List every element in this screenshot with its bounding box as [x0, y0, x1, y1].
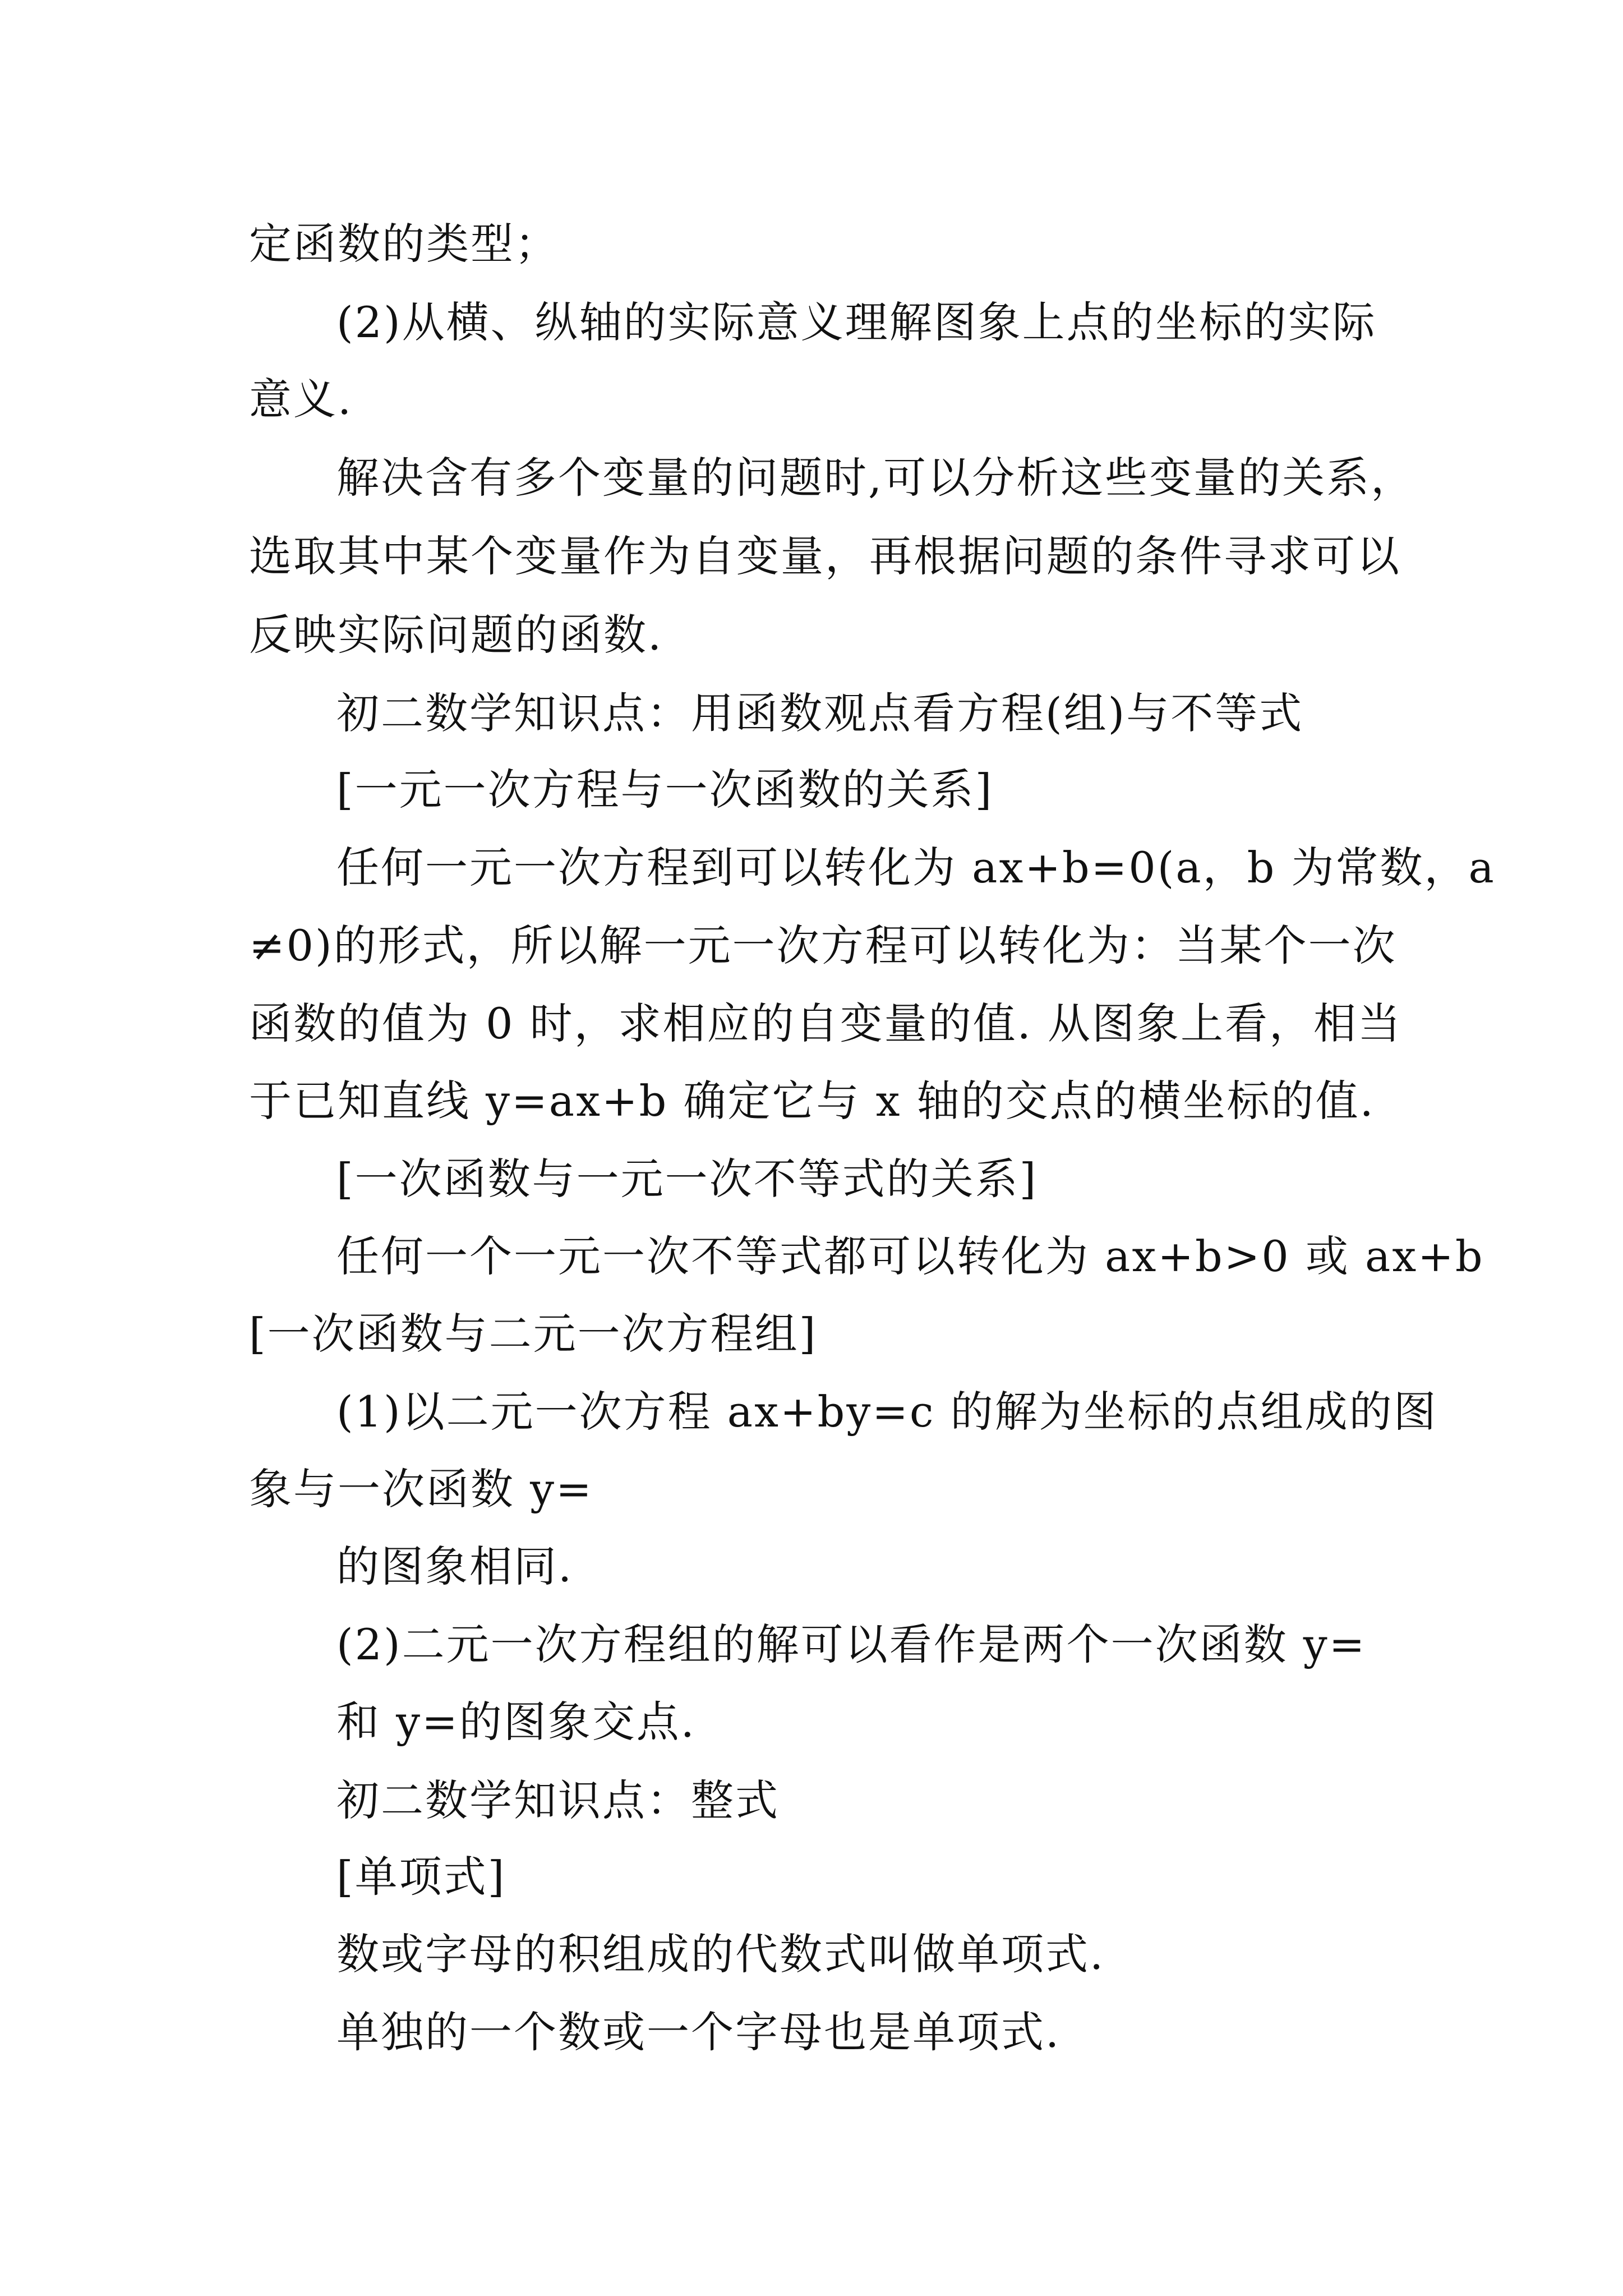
text-line: (2)从横、纵轴的实际意义理解图象上点的坐标的实际 — [336, 297, 1377, 347]
section-heading: 初二数学知识点：整式 — [336, 1775, 780, 1825]
text-line: 象与一次函数 y= — [249, 1464, 593, 1514]
text-line: 任何一个一元一次不等式都可以转化为 ax+b>0 或 ax+b — [336, 1231, 1484, 1281]
section-heading: 初二数学知识点：用函数观点看方程(组)与不等式 — [336, 688, 1304, 738]
subsection-heading: [一次函数与一元一次不等式的关系] — [336, 1154, 1038, 1204]
text-line: 的图象相同. — [336, 1542, 574, 1591]
text-line: 选取其中某个变量作为自变量，再根据问题的条件寻求可以 — [249, 531, 1401, 581]
text-line: 定函数的类型； — [249, 219, 559, 269]
text-line: 单独的一个数或一个字母也是单项式. — [336, 2007, 1061, 2057]
subsection-heading: [单项式] — [336, 1852, 506, 1902]
subsection-heading: [一元一次方程与一次函数的关系] — [336, 765, 994, 815]
text-line: ≠0)的形式，所以解一元一次方程可以转化为：当某个一次 — [249, 921, 1397, 970]
text-line: 函数的值为 0 时，求相应的自变量的值. 从图象上看，相当 — [249, 999, 1402, 1048]
text-line: 解决含有多个变量的问题时,可以分析这些变量的关系， — [336, 453, 1415, 503]
text-line: 数或字母的积组成的代数式叫做单项式. — [336, 1929, 1105, 1979]
text-line: (1)以二元一次方程 ax+by=c 的解为坐标的点组成的图 — [336, 1387, 1438, 1437]
text-line: (2)二元一次方程组的解可以看作是两个一次函数 y= — [336, 1619, 1367, 1669]
text-line: 反映实际问题的函数. — [249, 610, 663, 660]
subsection-heading: [一次函数与二元一次方程组] — [249, 1309, 818, 1359]
text-line: 任何一元一次方程到可以转化为 ax+b=0(a，b 为常数，a — [336, 843, 1496, 892]
text-line: 意义. — [249, 374, 353, 424]
text-line: 和 y=的图象交点. — [336, 1697, 696, 1747]
text-line: 于已知直线 y=ax+b 确定它与 x 轴的交点的横坐标的值. — [249, 1076, 1375, 1126]
